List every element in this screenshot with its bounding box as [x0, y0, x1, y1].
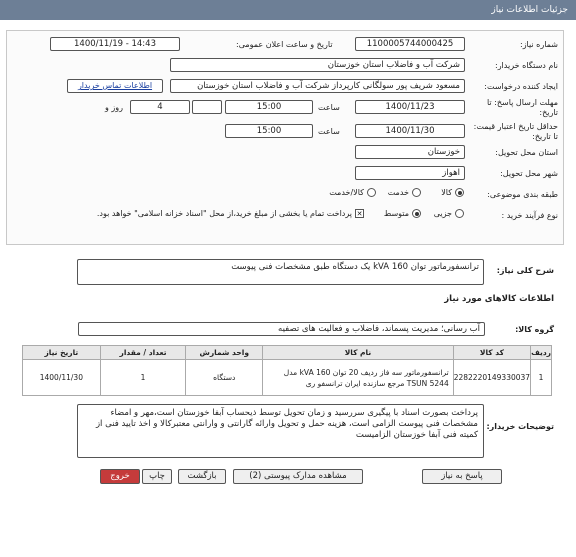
deadline-time-field: 15:00: [225, 100, 313, 114]
category-option-service[interactable]: خدمت: [388, 188, 421, 197]
need-number-field: 1100005744000425: [355, 37, 465, 51]
radio-icon[interactable]: [412, 209, 421, 218]
city-label: شهر محل تحویل:: [500, 169, 558, 178]
province-field: خوزستان: [355, 145, 465, 159]
process-option-medium[interactable]: متوسط: [384, 209, 421, 218]
need-number-label: شماره نیاز:: [520, 40, 558, 49]
buyer-contact-link[interactable]: اطلاعات تماس خریدار: [67, 79, 163, 93]
days-label: روز و: [105, 103, 123, 112]
radio-icon[interactable]: [412, 188, 421, 197]
process-label: نوع فرآیند خرید :: [501, 211, 558, 220]
buyer-notes-field: پرداخت بصورت اسناد با پیگیری سررسید و زمان تحویل توسط ذیحساب آبفا خوزستان است،مهر و امضاء مشخصات فنی پیوست الزامی است، هزینه حمل و تحویل وارائه گارانتی و وارانتی معتبرکالا و اخذ تایید فنی از کمیته فنی آبفا خوزستان الزامیست: [77, 404, 484, 458]
buyer-org-field: شرکت آب و فاضلاب استان خوزستان: [170, 58, 465, 72]
col-row: ردیف: [531, 346, 552, 360]
creator-field: مسعود شریف پور سولگانی کارپرداز شرکت آب و فاضلاب استان خوزستان: [170, 79, 465, 93]
creator-label: ایجاد کننده درخواست:: [484, 82, 558, 91]
col-qty: تعداد / مقدار: [100, 346, 186, 360]
col-date: تاریخ نیاز: [23, 346, 101, 360]
col-code: کد کالا: [453, 346, 530, 360]
page-title: جزئیات اطلاعات نیاز: [491, 5, 568, 15]
city-field: اهواز: [355, 166, 465, 180]
cell-code: 2282220149330037: [453, 360, 530, 396]
cell-row: 1: [531, 360, 552, 396]
col-name: نام کالا: [263, 346, 454, 360]
view-attachments-button[interactable]: مشاهده مدارک پیوستی (2): [233, 469, 363, 484]
reply-button[interactable]: پاسخ به نیاز: [422, 469, 502, 484]
summary-field: ترانسفورماتور توان 160 kVA یک دستگاه طبق مشخصات فنی پیوست: [77, 259, 484, 285]
back-button[interactable]: بازگشت: [178, 469, 226, 484]
goods-section-title: اطلاعات کالاهای مورد نیاز: [444, 294, 554, 304]
category-option-goods[interactable]: کالا: [441, 188, 464, 197]
announce-date-field: 1400/11/19 - 14:43: [50, 37, 180, 51]
category-label: طبقه بندی موضوعی:: [487, 190, 558, 199]
buyer-org-label: نام دستگاه خریدار:: [495, 61, 558, 70]
table-row: [23, 360, 552, 396]
process-option-partial[interactable]: جزیی: [434, 209, 464, 218]
checkbox-icon[interactable]: ✕: [356, 210, 363, 218]
goods-group-label: گروه کالا:: [515, 325, 554, 334]
page-header: [0, 0, 576, 20]
goods-table: [22, 345, 552, 396]
validity-time-label: ساعت: [318, 127, 340, 136]
col-unit: واحد شمارش: [186, 346, 263, 360]
summary-label: شرح کلی نیاز:: [496, 266, 554, 275]
treasury-payment-checkbox[interactable]: ✕ پرداخت تمام یا بخشی از مبلغ خرید،از محل "اسناد خزانه اسلامی" خواهد بود.: [96, 209, 363, 218]
days-field: [192, 100, 222, 114]
print-button[interactable]: چاپ: [142, 469, 172, 484]
cell-unit: دستگاه: [186, 360, 263, 396]
radio-icon[interactable]: [455, 188, 464, 197]
deadline-label: مهلت ارسال پاسخ: تا تاریخ:: [486, 98, 558, 117]
days-remaining-field: 4: [130, 100, 190, 114]
deadline-time-label: ساعت: [318, 103, 340, 112]
exit-button[interactable]: خروج: [100, 469, 140, 484]
cell-name: ترانسفورماتور سه فاز ردیف 20 توان 160 kVA مدل TSUN 5244 مرجع سازنده ایران ترانسفو ری: [263, 360, 454, 396]
announce-date-label: تاریخ و ساعت اعلان عمومی:: [236, 40, 333, 49]
radio-icon[interactable]: [455, 209, 464, 218]
goods-table-header: [23, 346, 552, 360]
cell-date: 1400/11/30: [23, 360, 101, 396]
goods-group-field: آب رسانی؛ مدیریت پسماند، فاضلاب و فعالیت های تصفیه: [78, 322, 485, 336]
buyer-notes-label: توضیحات خریدار:: [486, 422, 554, 431]
category-option-goods-service[interactable]: کالا/خدمت: [329, 188, 376, 197]
cell-qty: 1: [100, 360, 186, 396]
validity-time-field: 15:00: [225, 124, 313, 138]
province-label: استان محل تحویل:: [495, 148, 558, 157]
deadline-date-field: 1400/11/23: [355, 100, 465, 114]
validity-label: حداقل تاریخ اعتبار قیمت: تا تاریخ:: [473, 122, 558, 141]
radio-icon[interactable]: [367, 188, 376, 197]
validity-date-field: 1400/11/30: [355, 124, 465, 138]
